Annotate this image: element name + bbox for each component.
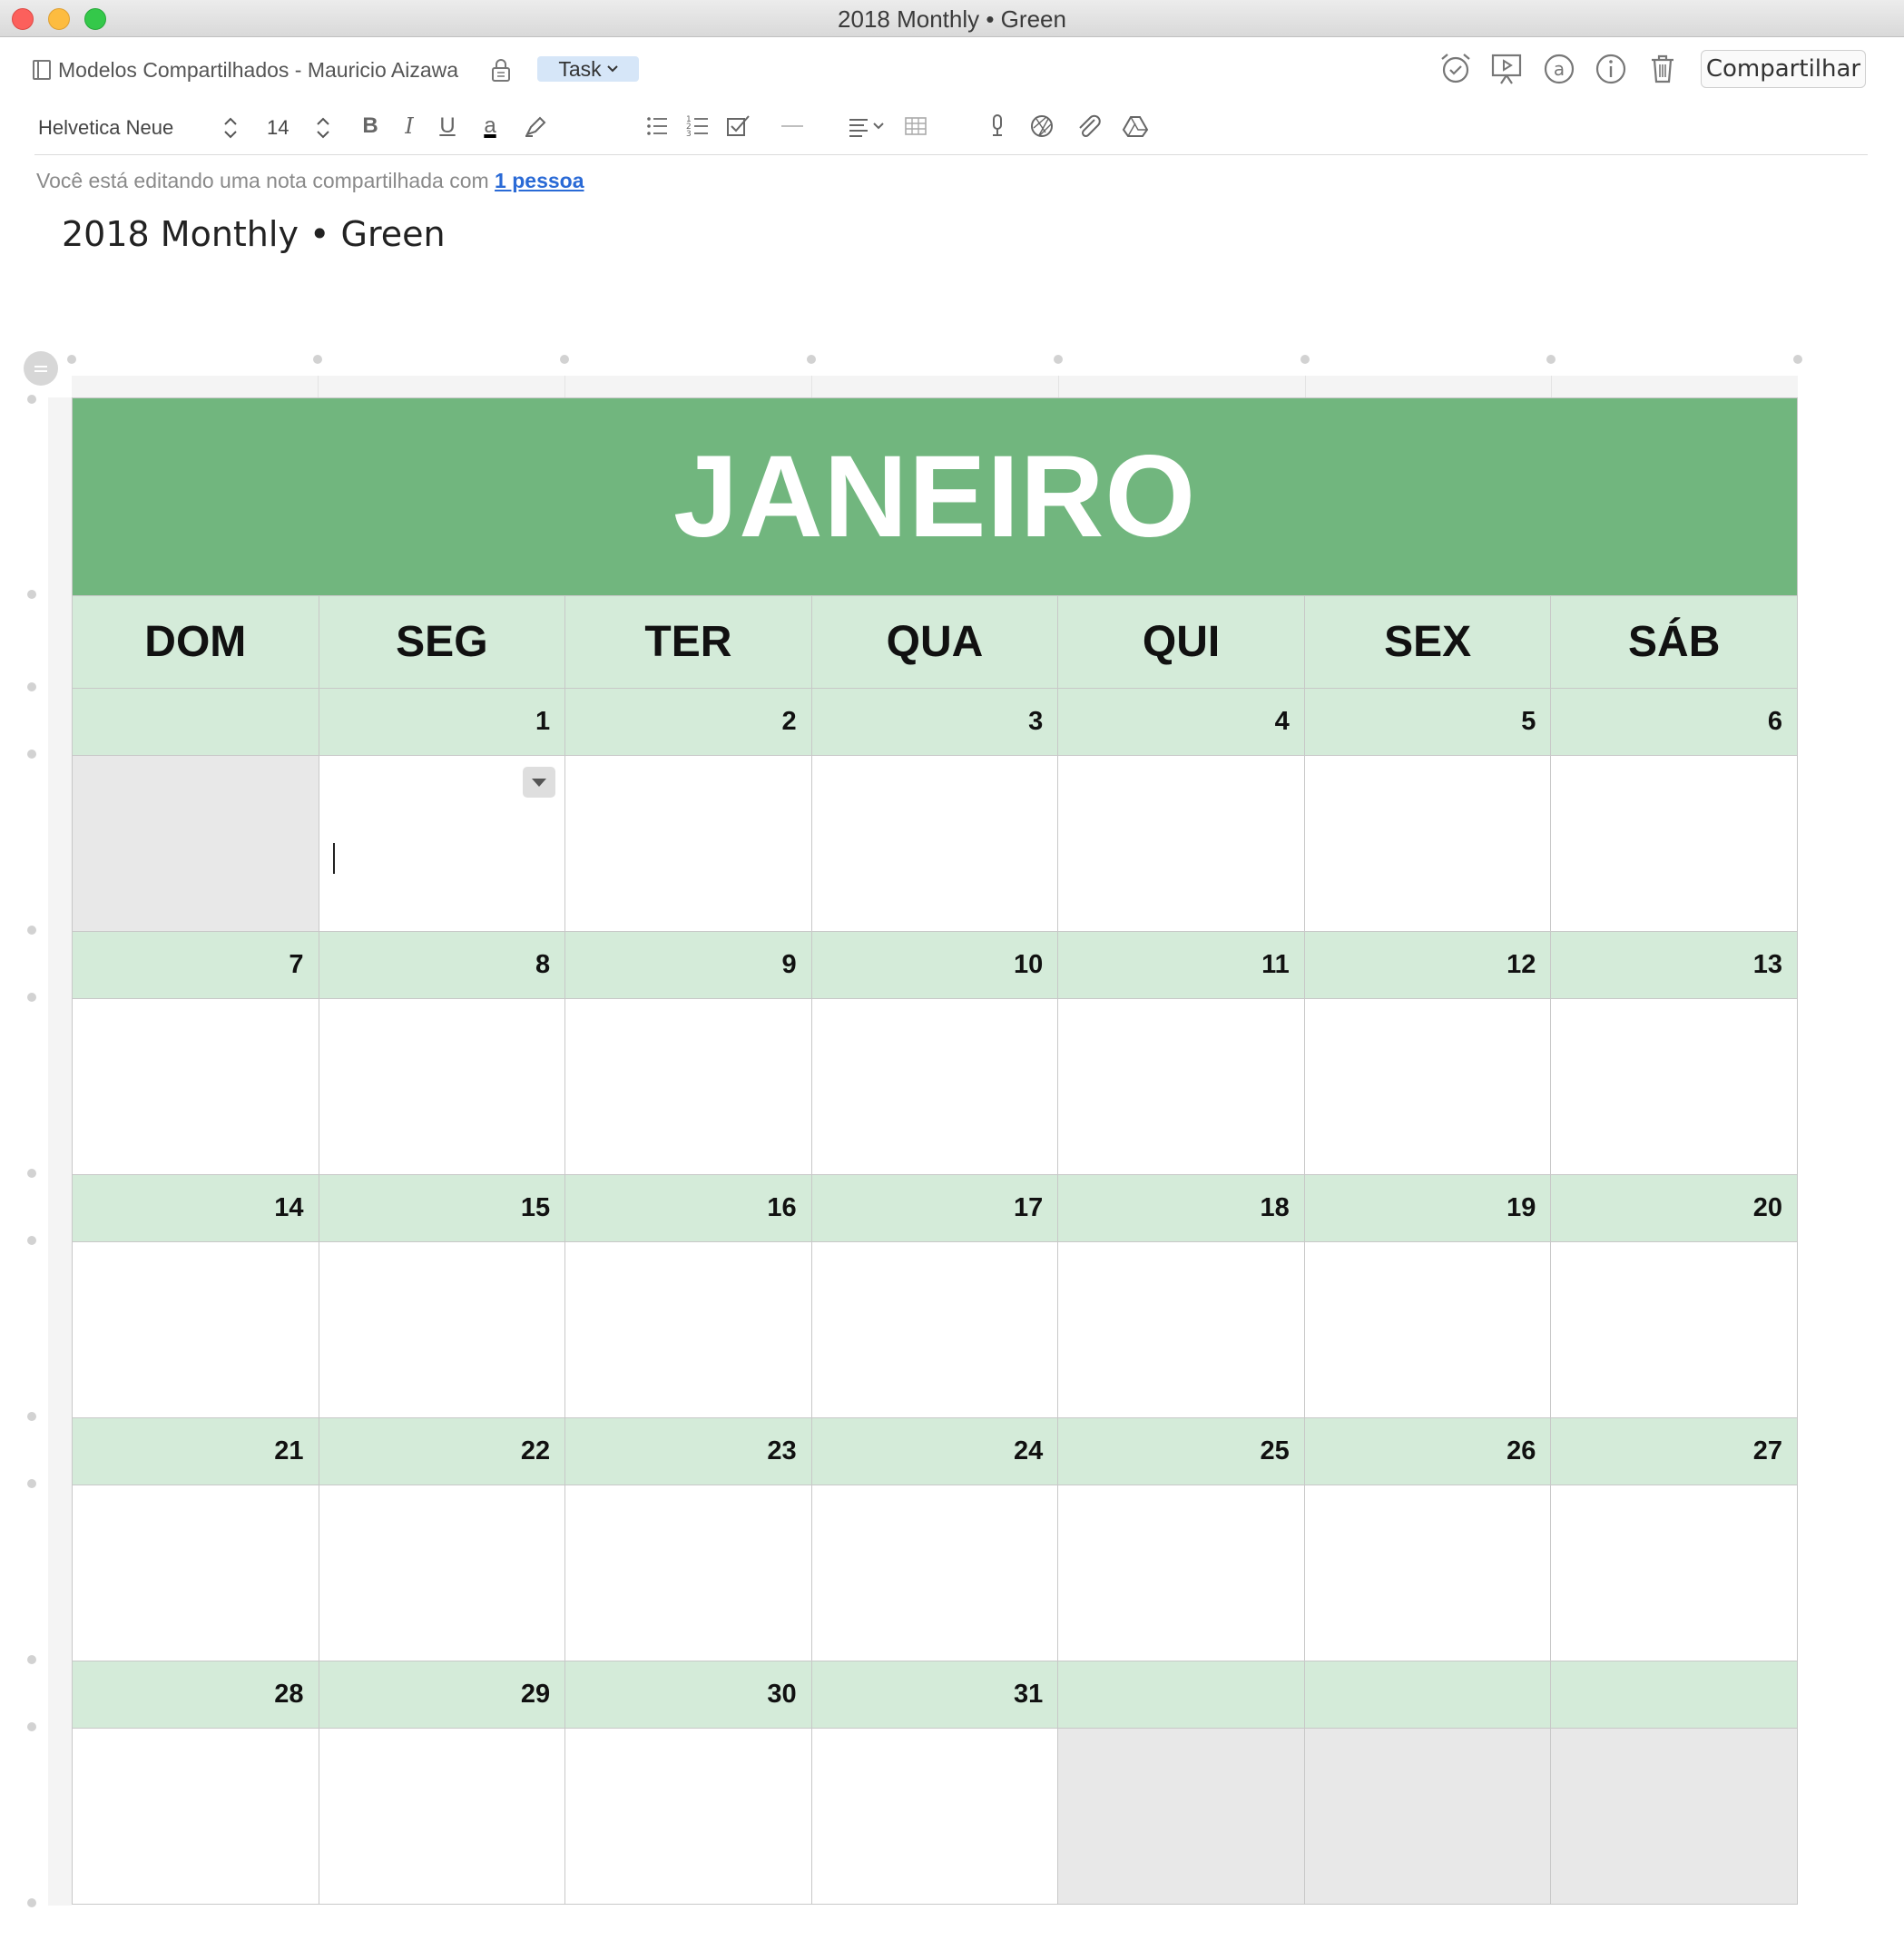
shared-note-text: Você está editando uma nota compartilhada com bbox=[36, 169, 496, 192]
row-resize-handle[interactable] bbox=[27, 1412, 36, 1421]
row-resize-handle[interactable] bbox=[27, 590, 36, 599]
attachment-icon[interactable] bbox=[1074, 111, 1104, 142]
column-resize-handle[interactable] bbox=[807, 355, 816, 364]
day-content-cell[interactable] bbox=[1304, 1485, 1551, 1661]
date-cell[interactable]: 19 bbox=[1304, 1175, 1551, 1242]
shared-with-link[interactable]: 1 pessoa bbox=[495, 169, 584, 192]
date-cell[interactable]: 13 bbox=[1551, 932, 1798, 999]
toolbar-divider bbox=[34, 154, 1868, 155]
svg-text:2: 2 bbox=[686, 122, 692, 132]
date-cell[interactable]: 15 bbox=[319, 1175, 565, 1242]
date-cell[interactable] bbox=[1551, 1661, 1798, 1729]
date-cell[interactable]: 10 bbox=[811, 932, 1058, 999]
date-cell[interactable]: 25 bbox=[1058, 1418, 1305, 1485]
day-content-cell[interactable] bbox=[73, 1242, 319, 1418]
horizontal-rule-icon[interactable] bbox=[777, 111, 808, 142]
date-cell[interactable]: 27 bbox=[1551, 1418, 1798, 1485]
date-cell[interactable]: 12 bbox=[1304, 932, 1551, 999]
weekday-header[interactable]: TER bbox=[565, 596, 812, 689]
empty-day-cell[interactable] bbox=[1058, 1729, 1305, 1905]
day-content-cell[interactable] bbox=[565, 1729, 812, 1905]
weekday-header[interactable]: SEX bbox=[1304, 596, 1551, 689]
notebook-icon bbox=[33, 60, 51, 80]
day-content-cell[interactable] bbox=[1551, 756, 1798, 932]
column-resize-handle[interactable] bbox=[1546, 355, 1556, 364]
weekday-header[interactable]: QUA bbox=[811, 596, 1058, 689]
lock-icon[interactable] bbox=[490, 57, 512, 83]
row-resize-handle[interactable] bbox=[27, 993, 36, 1002]
day-content-cell[interactable] bbox=[73, 1485, 319, 1661]
day-content-cell[interactable] bbox=[565, 1242, 812, 1418]
day-content-cell[interactable] bbox=[565, 1485, 812, 1661]
row-resize-handle[interactable] bbox=[27, 1236, 36, 1245]
day-content-cell[interactable] bbox=[1551, 1485, 1798, 1661]
date-cell[interactable]: 8 bbox=[319, 932, 565, 999]
column-ruler bbox=[72, 376, 1798, 397]
notebook-name: Modelos Compartilhados - Mauricio Aizawa bbox=[58, 57, 459, 82]
calendar-table bbox=[72, 397, 1798, 1905]
svg-text:a: a bbox=[1553, 58, 1565, 80]
font-size-stepper-icon[interactable] bbox=[314, 113, 332, 143]
day-content-cell[interactable] bbox=[1551, 999, 1798, 1175]
day-content-cell[interactable] bbox=[1058, 756, 1305, 932]
day-content-cell[interactable] bbox=[73, 1729, 319, 1905]
column-resize-handle[interactable] bbox=[1793, 355, 1802, 364]
column-ruler-tick bbox=[811, 376, 812, 397]
day-content-cell[interactable] bbox=[811, 999, 1058, 1175]
date-cell[interactable] bbox=[1304, 1661, 1551, 1729]
date-cell[interactable]: 4 bbox=[1058, 689, 1305, 756]
svg-text:1: 1 bbox=[686, 115, 692, 124]
menu-icon bbox=[34, 366, 47, 368]
cell-options-dropdown[interactable] bbox=[523, 767, 555, 798]
column-ruler-tick bbox=[318, 376, 319, 397]
date-cell[interactable]: 14 bbox=[73, 1175, 319, 1242]
column-ruler-tick bbox=[1305, 376, 1306, 397]
date-cell[interactable]: 6 bbox=[1551, 689, 1798, 756]
day-content-cell[interactable] bbox=[811, 1729, 1058, 1905]
svg-text:3: 3 bbox=[686, 130, 692, 139]
underline-button[interactable]: U bbox=[439, 113, 456, 138]
microphone-icon[interactable] bbox=[982, 111, 1013, 142]
day-content-cell[interactable] bbox=[319, 1729, 565, 1905]
day-content-cell[interactable] bbox=[1304, 999, 1551, 1175]
date-cell[interactable]: 23 bbox=[565, 1418, 812, 1485]
text-cursor bbox=[333, 843, 335, 874]
column-resize-handle[interactable] bbox=[560, 355, 569, 364]
empty-day-cell[interactable] bbox=[1551, 1729, 1798, 1905]
day-content-cell[interactable] bbox=[319, 756, 565, 932]
column-ruler-tick bbox=[564, 376, 565, 397]
month-title[interactable]: JANEIRO bbox=[73, 398, 1798, 596]
column-ruler-tick bbox=[1058, 376, 1059, 397]
date-cell[interactable]: 3 bbox=[811, 689, 1058, 756]
day-content-cell[interactable] bbox=[565, 756, 812, 932]
day-content-cell[interactable] bbox=[1058, 999, 1305, 1175]
row-resize-handle[interactable] bbox=[27, 1169, 36, 1178]
note-title[interactable]: 2018 Monthly • Green bbox=[62, 214, 446, 254]
date-cell[interactable]: 26 bbox=[1304, 1418, 1551, 1485]
weekday-header[interactable]: SEG bbox=[319, 596, 565, 689]
date-cell[interactable]: 30 bbox=[565, 1661, 812, 1729]
numbered-list-icon[interactable] bbox=[682, 111, 713, 142]
empty-day-cell[interactable] bbox=[1304, 1729, 1551, 1905]
column-resize-handle[interactable] bbox=[1054, 355, 1063, 364]
weekday-header[interactable]: SÁB bbox=[1551, 596, 1798, 689]
row-ruler bbox=[48, 397, 72, 1906]
align-icon[interactable] bbox=[846, 111, 891, 142]
column-ruler-tick bbox=[1551, 376, 1552, 397]
font-family-stepper-icon[interactable] bbox=[221, 113, 240, 143]
day-content-cell[interactable] bbox=[1304, 756, 1551, 932]
day-content-cell[interactable] bbox=[1058, 1242, 1305, 1418]
text-color-button[interactable]: a bbox=[484, 113, 496, 138]
day-content-cell[interactable] bbox=[1304, 1242, 1551, 1418]
date-cell[interactable] bbox=[73, 689, 319, 756]
date-cell[interactable]: 7 bbox=[73, 932, 319, 999]
shared-note-banner bbox=[36, 169, 584, 193]
date-cell[interactable]: 22 bbox=[319, 1418, 565, 1485]
date-cell[interactable]: 2 bbox=[565, 689, 812, 756]
day-content-cell[interactable] bbox=[319, 999, 565, 1175]
date-cell[interactable] bbox=[1058, 1661, 1305, 1729]
weekday-header[interactable]: QUI bbox=[1058, 596, 1305, 689]
date-cell[interactable]: 28 bbox=[73, 1661, 319, 1729]
present-icon[interactable] bbox=[1488, 51, 1525, 87]
row-resize-handle[interactable] bbox=[27, 1655, 36, 1664]
date-cell[interactable]: 29 bbox=[319, 1661, 565, 1729]
date-cell[interactable]: 9 bbox=[565, 932, 812, 999]
row-resize-handle[interactable] bbox=[27, 682, 36, 691]
row-resize-handle[interactable] bbox=[27, 750, 36, 759]
info-icon[interactable] bbox=[1593, 51, 1629, 87]
day-content-cell[interactable] bbox=[811, 1242, 1058, 1418]
row-resize-handle[interactable] bbox=[27, 395, 36, 404]
checkbox-icon[interactable] bbox=[722, 111, 753, 142]
day-content-cell[interactable] bbox=[73, 999, 319, 1175]
row-resize-handle[interactable] bbox=[27, 1722, 36, 1731]
date-cell[interactable]: 24 bbox=[811, 1418, 1058, 1485]
empty-day-cell[interactable] bbox=[73, 756, 319, 932]
date-cell[interactable]: 17 bbox=[811, 1175, 1058, 1242]
day-content-cell[interactable] bbox=[811, 756, 1058, 932]
bullet-list-icon[interactable] bbox=[642, 111, 672, 142]
drive-icon[interactable] bbox=[1120, 111, 1151, 142]
column-resize-handle[interactable] bbox=[67, 355, 76, 364]
table-menu-button[interactable] bbox=[24, 351, 58, 386]
bold-button[interactable]: B bbox=[362, 113, 378, 138]
title-bar bbox=[0, 0, 1904, 37]
day-content-cell[interactable] bbox=[1058, 1485, 1305, 1661]
trash-icon[interactable] bbox=[1644, 51, 1681, 87]
day-content-cell[interactable] bbox=[319, 1485, 565, 1661]
share-button[interactable]: Compartilhar bbox=[1701, 50, 1866, 88]
tag-selector[interactable] bbox=[537, 56, 639, 82]
window-title: 2018 Monthly • Green bbox=[838, 5, 1066, 33]
day-content-cell[interactable] bbox=[565, 999, 812, 1175]
italic-button[interactable]: I bbox=[405, 113, 414, 139]
date-cell[interactable]: 20 bbox=[1551, 1175, 1798, 1242]
table-icon[interactable] bbox=[900, 111, 931, 142]
date-cell[interactable]: 16 bbox=[565, 1175, 812, 1242]
date-cell[interactable]: 11 bbox=[1058, 932, 1305, 999]
reminder-icon[interactable] bbox=[1438, 51, 1474, 87]
font-size-select[interactable]: 14 bbox=[267, 116, 290, 139]
row-resize-handle[interactable] bbox=[27, 1898, 36, 1907]
row-resize-handle[interactable] bbox=[27, 1479, 36, 1488]
row-resize-handle[interactable] bbox=[27, 926, 36, 935]
mention-icon[interactable] bbox=[1541, 51, 1577, 87]
date-cell[interactable]: 1 bbox=[319, 689, 565, 756]
chevron-down-icon bbox=[607, 65, 618, 73]
column-resize-handle[interactable] bbox=[1300, 355, 1310, 364]
column-resize-handle[interactable] bbox=[313, 355, 322, 364]
highlight-icon[interactable] bbox=[520, 111, 551, 142]
camera-icon[interactable] bbox=[1026, 111, 1057, 142]
weekday-header[interactable]: DOM bbox=[73, 596, 319, 689]
day-content-cell[interactable] bbox=[811, 1485, 1058, 1661]
tag-label: Task bbox=[558, 56, 602, 81]
font-family-select[interactable]: Helvetica Neue bbox=[38, 116, 174, 139]
day-content-cell[interactable] bbox=[319, 1242, 565, 1418]
date-cell[interactable]: 21 bbox=[73, 1418, 319, 1485]
notebook-selector[interactable] bbox=[33, 54, 458, 85]
date-cell[interactable]: 31 bbox=[811, 1661, 1058, 1729]
day-content-cell[interactable] bbox=[1551, 1242, 1798, 1418]
date-cell[interactable]: 5 bbox=[1304, 689, 1551, 756]
date-cell[interactable]: 18 bbox=[1058, 1175, 1305, 1242]
